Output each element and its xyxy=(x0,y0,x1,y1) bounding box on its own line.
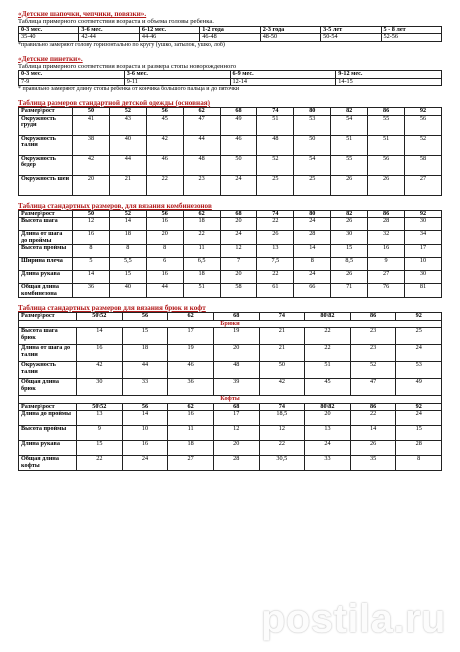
table-cell: 8 xyxy=(294,258,331,271)
table-cell: 44 xyxy=(146,284,183,298)
table-cell: 12 xyxy=(213,426,259,441)
column-header: Размер\рост xyxy=(19,108,73,116)
table-cell: 33 xyxy=(122,379,168,396)
table-cell: 71 xyxy=(331,284,368,298)
column-header: 56 xyxy=(122,403,168,411)
table-cell: 19 xyxy=(168,345,214,362)
table-cell: 51 xyxy=(305,362,351,379)
table-row xyxy=(19,218,442,231)
column-header: 74 xyxy=(259,403,305,411)
age-cell: 6-12 мес. xyxy=(139,26,199,34)
table-cell: 46 xyxy=(168,362,214,379)
table-cell: 15 xyxy=(122,328,168,345)
table-cell: 18 xyxy=(183,218,220,231)
table-cell: 18 xyxy=(109,231,146,245)
table-cell: 26 xyxy=(368,175,405,195)
table-cell: 49 xyxy=(396,379,442,396)
column-header: 74 xyxy=(259,313,305,321)
table-cell: 25 xyxy=(294,175,331,195)
section-subtitle: Таблица примерного соответствия возраста и размера стопы новорожденного xyxy=(18,62,237,70)
table-cell: 27 xyxy=(368,271,405,284)
table-cell: 14 xyxy=(73,271,110,284)
table-cell: 30 xyxy=(77,379,123,396)
table-cell: 22 xyxy=(259,441,305,456)
table-cell: 25 xyxy=(257,175,294,195)
row-label: Окружность груди xyxy=(19,115,73,135)
table-cell: 15 xyxy=(109,271,146,284)
table-cell: 30 xyxy=(405,218,442,231)
column-header: 56 xyxy=(146,210,183,218)
table-cell: 42 xyxy=(146,135,183,155)
row-label: Общая длина брюк xyxy=(19,379,77,396)
table-cell: 48 xyxy=(257,135,294,155)
table-cell: 5,5 xyxy=(109,258,146,271)
table-cell: 44 xyxy=(183,135,220,155)
value-cell: 9-11 xyxy=(124,78,230,86)
value-cell: 50-54 xyxy=(321,34,381,42)
table-cell: 61 xyxy=(257,284,294,298)
table-cell: 14 xyxy=(122,411,168,426)
value-row xyxy=(19,78,442,86)
table-cell: 54 xyxy=(294,155,331,175)
age-cell: 9-12 мес. xyxy=(336,71,442,79)
overalls-table xyxy=(18,210,442,299)
table-row xyxy=(19,231,442,245)
row-label: Длина от шага до проймы xyxy=(19,231,73,245)
table-row xyxy=(19,258,442,271)
table-cell: 34 xyxy=(405,231,442,245)
column-header: Размер\рост xyxy=(19,403,77,411)
table-cell: 12 xyxy=(220,245,257,258)
table-row xyxy=(19,135,442,155)
pants-jackets-table xyxy=(18,312,442,471)
column-header: 82 xyxy=(331,108,368,116)
table-row xyxy=(19,245,442,258)
column-header: 68 xyxy=(220,210,257,218)
section-title: Таблица стандартных размеров, для вязания комбинезонов xyxy=(18,201,212,210)
table-cell: 18,5 xyxy=(259,411,305,426)
table-cell: 5 xyxy=(73,258,110,271)
table-row xyxy=(19,115,442,135)
row-label: Окружность шеи xyxy=(19,175,73,195)
table-cell: 12 xyxy=(259,426,305,441)
column-header: 82 xyxy=(331,210,368,218)
table-cell: 17 xyxy=(405,245,442,258)
table-cell: 30 xyxy=(331,231,368,245)
table-cell: 24 xyxy=(294,218,331,231)
table-cell: 51 xyxy=(368,135,405,155)
clothing-table xyxy=(18,107,442,196)
table-cell: 13 xyxy=(305,426,351,441)
column-header: 52 xyxy=(109,210,146,218)
column-header: 86 xyxy=(368,108,405,116)
table-cell: 45 xyxy=(146,115,183,135)
value-cell: 42-44 xyxy=(79,34,139,42)
table-cell: 58 xyxy=(220,284,257,298)
table-row xyxy=(19,411,442,426)
table-cell: 17 xyxy=(213,411,259,426)
column-header: 86 xyxy=(350,403,396,411)
row-label: Длина рукава xyxy=(19,441,77,456)
table-cell: 30 xyxy=(405,271,442,284)
table-cell: 21 xyxy=(259,345,305,362)
page xyxy=(18,10,442,471)
column-header: 86 xyxy=(368,210,405,218)
table-cell: 36 xyxy=(73,284,110,298)
table-cell: 15 xyxy=(331,245,368,258)
row-label: Высота проймы xyxy=(19,426,77,441)
age-cell: 3-5 лет xyxy=(321,26,381,34)
table-cell: 26 xyxy=(331,271,368,284)
section-note: *правильно замеряют голову горизонтально по кругу (ушко, затылок, ушко, лоб) xyxy=(18,41,225,48)
age-cell: 3-6 мес. xyxy=(124,71,230,79)
table-cell: 52 xyxy=(405,135,442,155)
column-header: 50\52 xyxy=(77,313,123,321)
table-cell: 16 xyxy=(122,441,168,456)
table-cell: 22 xyxy=(305,328,351,345)
column-header: 62 xyxy=(168,313,214,321)
table-cell: 58 xyxy=(405,155,442,175)
header-row xyxy=(19,210,442,218)
table-cell: 22 xyxy=(350,411,396,426)
table-cell: 50 xyxy=(294,135,331,155)
table-cell: 28 xyxy=(213,456,259,471)
section-pants-jackets xyxy=(18,304,442,471)
table-cell: 48 xyxy=(183,155,220,175)
table-cell: 20 xyxy=(213,441,259,456)
table-cell: 22 xyxy=(257,271,294,284)
table-cell: 40 xyxy=(109,284,146,298)
column-header: 62 xyxy=(183,210,220,218)
table-cell: 11 xyxy=(168,426,214,441)
table-cell: 16 xyxy=(368,245,405,258)
column-header: 80 xyxy=(294,210,331,218)
table-cell: 19 xyxy=(213,328,259,345)
table-cell: 43 xyxy=(109,115,146,135)
table-cell: 26 xyxy=(257,231,294,245)
column-header: 80 xyxy=(294,108,331,116)
table-cell: 22 xyxy=(257,218,294,231)
subsection-row xyxy=(19,396,442,404)
table-cell: 22 xyxy=(77,456,123,471)
table-cell: 9 xyxy=(77,426,123,441)
table-cell: 21 xyxy=(259,328,305,345)
table-cell: 49 xyxy=(220,115,257,135)
value-cell: 44-46 xyxy=(139,34,199,42)
table-cell: 51 xyxy=(331,135,368,155)
column-header: 56 xyxy=(146,108,183,116)
row-label: Высота шага xyxy=(19,218,73,231)
table-cell: 51 xyxy=(257,115,294,135)
table-cell: 28 xyxy=(368,218,405,231)
table-cell: 16 xyxy=(146,271,183,284)
value-cell: 12-14 xyxy=(230,78,336,86)
section-booties xyxy=(18,55,442,94)
table-row xyxy=(19,379,442,396)
table-cell: 42 xyxy=(77,362,123,379)
section-subtitle: Таблица примерного соответствия возраста и объема головы ребенка. xyxy=(18,18,214,25)
table-cell: 38 xyxy=(73,135,110,155)
table-cell: 8,5 xyxy=(331,258,368,271)
age-cell: 0-3 мес. xyxy=(19,26,79,34)
table-cell: 13 xyxy=(77,411,123,426)
column-header: 92 xyxy=(396,403,442,411)
table-cell: 15 xyxy=(396,426,442,441)
table-cell: 18 xyxy=(168,441,214,456)
section-hats xyxy=(18,10,442,49)
column-header: 56 xyxy=(122,313,168,321)
table-cell: 14 xyxy=(350,426,396,441)
row-label: Окружность талии xyxy=(19,135,73,155)
table-row xyxy=(19,456,442,471)
table-cell: 52 xyxy=(350,362,396,379)
table-cell: 16 xyxy=(77,345,123,362)
table-cell: 51 xyxy=(183,284,220,298)
table-cell: 16 xyxy=(146,218,183,231)
row-label: Окружность бедер xyxy=(19,155,73,175)
column-header: 68 xyxy=(213,313,259,321)
column-header: 50 xyxy=(73,108,110,116)
table-cell: 7,5 xyxy=(257,258,294,271)
table-row xyxy=(19,155,442,175)
column-header: 74 xyxy=(257,108,294,116)
table-cell: 18 xyxy=(183,271,220,284)
table-cell: 24 xyxy=(220,231,257,245)
table-cell: 36 xyxy=(168,379,214,396)
table-cell: 50 xyxy=(220,155,257,175)
table-cell: 20 xyxy=(213,345,259,362)
table-cell: 8 xyxy=(109,245,146,258)
table-cell: 6,5 xyxy=(183,258,220,271)
table-cell: 76 xyxy=(368,284,405,298)
table-row xyxy=(19,441,442,456)
value-cell: 14-15 xyxy=(336,78,442,86)
watermark-logo: postila.ru xyxy=(260,597,446,641)
table-cell: 22 xyxy=(183,231,220,245)
column-header: Размер\рост xyxy=(19,313,77,321)
column-header: 80\82 xyxy=(305,403,351,411)
table-cell: 24 xyxy=(396,411,442,426)
table-cell: 45 xyxy=(305,379,351,396)
column-header: 80\82 xyxy=(305,313,351,321)
table-cell: 53 xyxy=(396,362,442,379)
column-header: 50 xyxy=(73,210,110,218)
table-cell: 81 xyxy=(405,284,442,298)
table-cell: 20 xyxy=(146,231,183,245)
header-row xyxy=(19,403,442,411)
table-cell: 47 xyxy=(183,115,220,135)
table-cell: 17 xyxy=(168,328,214,345)
value-row xyxy=(19,34,442,42)
table-row xyxy=(19,328,442,345)
header-row xyxy=(19,313,442,321)
table-cell: 6 xyxy=(146,258,183,271)
table-cell: 27 xyxy=(168,456,214,471)
table-cell: 52 xyxy=(257,155,294,175)
table-cell: 48 xyxy=(213,362,259,379)
column-header: 62 xyxy=(168,403,214,411)
table-cell: 20 xyxy=(220,271,257,284)
column-header: 92 xyxy=(405,108,442,116)
table-cell: 13 xyxy=(257,245,294,258)
column-header: 68 xyxy=(220,108,257,116)
subsection-title: Кофты xyxy=(19,396,442,404)
age-row xyxy=(19,71,442,79)
table-cell: 56 xyxy=(368,155,405,175)
table-cell: 23 xyxy=(350,345,396,362)
age-cell: 0-3 мес. xyxy=(19,71,125,79)
section-clothing xyxy=(18,99,442,196)
table-cell: 26 xyxy=(331,218,368,231)
table-cell: 9 xyxy=(368,258,405,271)
section-title: Таблица стандартных размеров для вязания брюк и кофт xyxy=(18,304,206,312)
row-label: Длина от шага до талии xyxy=(19,345,77,362)
table-cell: 14 xyxy=(294,245,331,258)
column-header: 74 xyxy=(257,210,294,218)
table-cell: 8 xyxy=(146,245,183,258)
table-row xyxy=(19,426,442,441)
row-label: Длина до проймы xyxy=(19,411,77,426)
table-cell: 12 xyxy=(73,218,110,231)
table-cell: 55 xyxy=(368,115,405,135)
table-row xyxy=(19,271,442,284)
table-cell: 24 xyxy=(122,456,168,471)
table-cell: 20 xyxy=(220,218,257,231)
table-cell: 20 xyxy=(73,175,110,195)
table-cell: 21 xyxy=(109,175,146,195)
table-cell: 11 xyxy=(183,245,220,258)
table-cell: 46 xyxy=(146,155,183,175)
table-cell: 55 xyxy=(331,155,368,175)
header-row xyxy=(19,108,442,116)
table-row xyxy=(19,345,442,362)
table-cell: 20 xyxy=(305,411,351,426)
table-cell: 40 xyxy=(109,135,146,155)
row-label: Ширина плеча xyxy=(19,258,73,271)
table-cell: 26 xyxy=(331,175,368,195)
table-cell: 66 xyxy=(294,284,331,298)
row-label: Общая длина комбинезона xyxy=(19,284,73,298)
table-cell: 14 xyxy=(109,218,146,231)
table-cell: 44 xyxy=(122,362,168,379)
column-header: 92 xyxy=(405,210,442,218)
table-cell: 42 xyxy=(73,155,110,175)
row-label: Высота шага брюк xyxy=(19,328,77,345)
table-cell: 35 xyxy=(350,456,396,471)
table-cell: 23 xyxy=(183,175,220,195)
table-cell: 25 xyxy=(396,328,442,345)
value-cell: 48-50 xyxy=(260,34,320,42)
subsection-title: Брюки xyxy=(19,320,442,328)
table-cell: 16 xyxy=(168,411,214,426)
table-cell: 22 xyxy=(146,175,183,195)
section-overalls xyxy=(18,202,442,299)
value-cell: 52-56 xyxy=(381,34,441,42)
table-cell: 44 xyxy=(109,155,146,175)
section-title: «Детские шапочки, чепчики, повязки». xyxy=(18,10,147,18)
row-label: Окружность талии xyxy=(19,362,77,379)
table-row xyxy=(19,175,442,195)
hats-table xyxy=(18,26,442,42)
table-cell: 53 xyxy=(294,115,331,135)
section-title: «Детские пинетки». xyxy=(18,54,83,63)
table-row xyxy=(19,284,442,298)
table-cell: 24 xyxy=(294,271,331,284)
subsection-row xyxy=(19,320,442,328)
table-cell: 27 xyxy=(405,175,442,195)
table-cell: 28 xyxy=(294,231,331,245)
table-cell: 22 xyxy=(305,345,351,362)
booties-table xyxy=(18,70,442,86)
table-cell: 32 xyxy=(368,231,405,245)
row-label: Общая длина кофты xyxy=(19,456,77,471)
value-cell: 7-9 xyxy=(19,78,125,86)
age-cell: 6-9 мес. xyxy=(230,71,336,79)
age-cell: 2-3 года xyxy=(260,26,320,34)
table-cell: 16 xyxy=(73,231,110,245)
table-cell: 18 xyxy=(122,345,168,362)
table-cell: 26 xyxy=(350,441,396,456)
table-cell: 15 xyxy=(77,441,123,456)
value-cell: 35-40 xyxy=(19,34,79,42)
table-cell: 14 xyxy=(77,328,123,345)
table-cell: 24 xyxy=(396,345,442,362)
age-cell: 1-2 года xyxy=(200,26,260,34)
value-cell: 46-48 xyxy=(200,34,260,42)
table-cell: 10 xyxy=(122,426,168,441)
section-note: * правильно замеряют длину стопы ребенка от кончика большого пальца и до пяточки xyxy=(18,86,240,92)
age-cell: 5 - 8 лет xyxy=(381,26,441,34)
table-cell: 42 xyxy=(259,379,305,396)
column-header: 68 xyxy=(213,403,259,411)
table-cell: 54 xyxy=(331,115,368,135)
row-label: Высота проймы xyxy=(19,245,73,258)
table-cell: 28 xyxy=(396,441,442,456)
table-cell: 8 xyxy=(396,456,442,471)
table-row xyxy=(19,362,442,379)
table-cell: 47 xyxy=(350,379,396,396)
table-cell: 8 xyxy=(73,245,110,258)
table-cell: 33 xyxy=(305,456,351,471)
table-cell: 24 xyxy=(220,175,257,195)
table-cell: 7 xyxy=(220,258,257,271)
table-cell: 46 xyxy=(220,135,257,155)
table-cell: 23 xyxy=(350,328,396,345)
table-cell: 56 xyxy=(405,115,442,135)
column-header: 52 xyxy=(109,108,146,116)
column-header: Размер\рост xyxy=(19,210,73,218)
table-cell: 41 xyxy=(73,115,110,135)
section-title: Таблица размеров стандартной детской одежды (основная) xyxy=(18,99,211,107)
table-cell: 39 xyxy=(213,379,259,396)
table-cell: 24 xyxy=(305,441,351,456)
row-label: Длина рукава xyxy=(19,271,73,284)
table-cell: 30,5 xyxy=(259,456,305,471)
column-header: 62 xyxy=(183,108,220,116)
column-header: 92 xyxy=(396,313,442,321)
age-cell: 3-6 мес. xyxy=(79,26,139,34)
table-cell: 10 xyxy=(405,258,442,271)
column-header: 50\52 xyxy=(77,403,123,411)
table-cell: 50 xyxy=(259,362,305,379)
column-header: 86 xyxy=(350,313,396,321)
